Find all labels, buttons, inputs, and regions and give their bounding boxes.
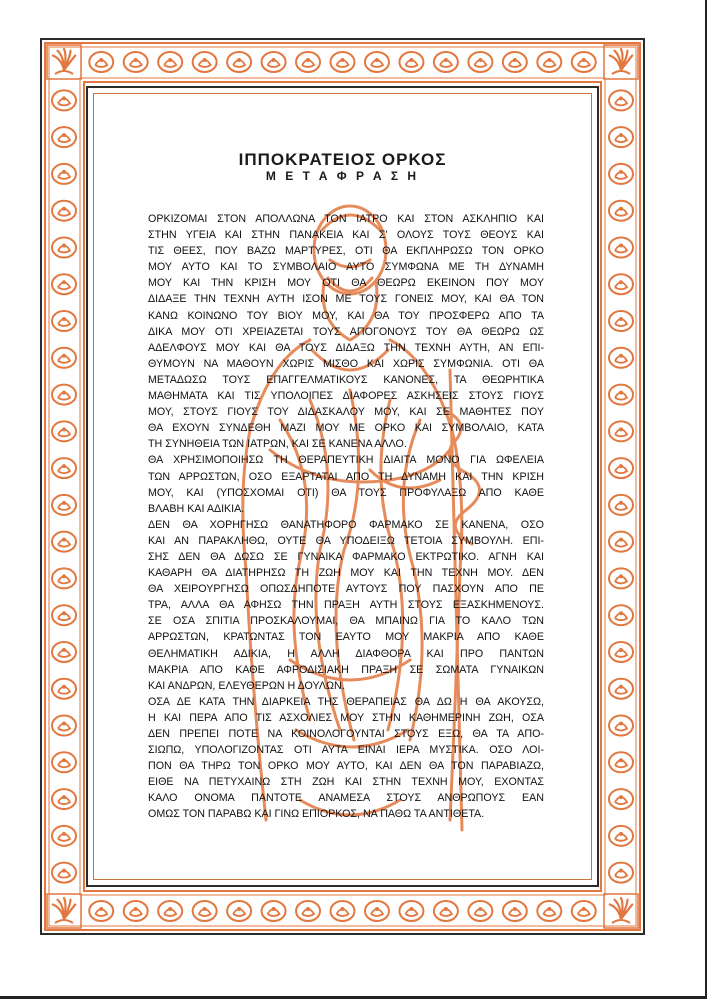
oath-line: ΕΙΘΕ ΝΑ ΠΕΤΥΧΑΙΝΩ ΣΤΗ ΖΩΗ ΚΑΙ ΣΤΗΝ ΤΕΧΝΗ ΜΟΥ, ΕΧΟΝΤΑΣ — [148, 776, 544, 789]
ornament-roundel — [227, 901, 251, 921]
oath-line: ΑΡΡΩΣΤΩΝ, ΚΡΑΤΩΝΤΑΣ ΤΟΝ ΕΑΥΤΟ ΜΟΥ ΜΑΚΡΙΑ ΑΠΟ ΚΑΘΕ — [148, 631, 544, 644]
page-title: ΙΠΠΟΚΡΑΤΕΙΟΣ ΟΡΚΟΣ — [238, 150, 447, 169]
page-subtitle: Μ Ε Τ Α Φ Ρ Α Σ Η — [265, 169, 420, 183]
ornament-roundel — [609, 716, 633, 736]
ornament-roundel — [124, 901, 148, 921]
ornament-roundel — [52, 127, 76, 147]
ornament-roundel — [52, 201, 76, 221]
ornament-roundel — [331, 901, 355, 921]
ornament-roundel — [52, 495, 76, 515]
ornament-roundel — [609, 385, 633, 405]
ornament-roundel — [52, 568, 76, 588]
oath-line: ΔΙΚΑ ΜΟΥ ΟΤΙ ΧΡΕΙΑΖΕΤΑΙ ΤΟΥΣ ΑΠΟΓΟΝΟΥΣ ΤΟΥ ΘΑ ΘΕΩΡΩ ΩΣ — [148, 325, 544, 338]
ornament-roundel — [124, 52, 148, 72]
ornament-roundel — [193, 901, 217, 921]
oath-line: ΤΡΑ, ΑΛΛΑ ΘΑ ΑΦΗΣΩ ΤΗΝ ΠΡΑΞΗ ΑΥΤΗ ΣΤΟΥΣ ΕΞΑΣΚΗΜΕΝΟΥΣ. — [148, 599, 544, 612]
oath-line: ΘΑ ΕΧΟΥΝ ΣΥΝΔΕΘΗ ΜΑΖΙ ΜΟΥ ΜΕ ΟΡΚΟ ΚΑΙ ΣΥΜΒΟΛΑΙΟ, ΚΑΤΑ — [148, 422, 544, 435]
ornament-roundel — [52, 826, 76, 846]
oath-line: ΚΑΛΟ ΟΝΟΜΑ ΠΑΝΤΟΤΕ ΑΝΑΜΕΣΑ ΣΤΟΥΣ ΑΝΘΡΩΠΟΥΣ ΕΑΝ — [148, 792, 544, 805]
ornament-roundel — [503, 52, 527, 72]
ornament-roundel — [262, 52, 286, 72]
ornament-roundel — [52, 164, 76, 184]
oath-line: ΜΕΤΑΔΩΣΩ ΤΟΥΣ ΕΠΑΓΓΕΛΜΑΤΙΚΟΥΣ ΚΑΝΟΝΕΣ, ΤΑ ΘΕΩΡΗΤΙΚΑ — [148, 373, 544, 386]
ornament-roundel — [52, 605, 76, 625]
ornament-roundel — [609, 164, 633, 184]
oath-line: Η ΚΑΙ ΠΕΡΑ ΑΠΟ ΤΙΣ ΑΣΧΟΛΙΕΣ ΜΟΥ ΣΤΗΝ ΚΑΘΗΜΕΡΙΝΗ ΖΩΗ, ΟΣΑ — [148, 711, 544, 724]
ornament-roundel — [609, 863, 633, 883]
ornament-roundel — [296, 52, 320, 72]
oath-line: ΔΙΔΑΞΕ ΤΗΝ ΤΕΧΝΗ ΑΥΤΗ ΙΣΟΝ ΜΕ ΤΟΥΣ ΓΟΝΕΙΣ ΜΟΥ, ΚΑΙ ΘΑ ΤΟΝ — [148, 293, 544, 306]
ornament-roundel — [399, 52, 423, 72]
oath-line: ΜΑΚΡΙΑ ΑΠΟ ΚΑΘΕ ΑΦΡΟΔΙΣΙΑΚΗ ΠΡΑΞΗ ΣΕ ΣΩΜΑΤΑ ΓΥΝΑΙΚΩΝ — [148, 663, 544, 676]
oath-line: ΣΗΣ ΔΕΝ ΘΑ ΔΩΣΩ ΣΕ ΓΥΝΑΙΚΑ ΦΑΡΜΑΚΟ ΕΚΤΡΩΤΙΚΟ. ΑΓΝΗ ΚΑΙ — [148, 550, 544, 563]
oath-line: ΜΟΥ ΚΑΙ ΤΗΝ ΚΡΙΣΗ ΜΟΥ ΟΤΙ ΘΑ ΘΕΩΡΩ ΕΚΕΙΝΟΝ ΠΟΥ ΜΟΥ — [148, 277, 544, 290]
oath-line: ΣΙΩΠΩ, ΥΠΟΛΟΓΙΖΟΝΤΑΣ ΟΤΙ ΑΥΤΑ ΕΙΝΑΙ ΙΕΡΑ ΜΥΣΤΙΚΑ. ΟΣΟ ΛΟΙ- — [148, 744, 544, 757]
ornament-roundel — [89, 52, 113, 72]
ornament-roundel — [158, 901, 182, 921]
palmette-icon — [604, 45, 638, 79]
ornament-roundel — [609, 90, 633, 110]
oath-line: ΚΑΘΑΡΗ ΘΑ ΔΙΑΤΗΡΗΣΩ ΤΗ ΖΩΗ ΜΟΥ ΚΑΙ ΤΗΝ ΤΕΧΝΗ ΜΟΥ. ΔΕΝ — [148, 567, 544, 580]
oath-line: ΜΟΥ ΑΥΤΟ ΚΑΙ ΤΟ ΣΥΜΒΟΛΑΙΟ ΑΥΤΟ ΣΥΜΦΩΝΑ ΜΕ ΤΗ ΔΥΝΑΜΗ — [148, 261, 544, 274]
ornament-roundel — [331, 52, 355, 72]
ornament-roundel — [434, 901, 458, 921]
oath-line: ΜΟΥ, ΚΑΙ (ΥΠΟΣΧΟΜΑΙ ΟΤΙ) ΘΑ ΤΟΥΣ ΠΡΟΦΥΛΑΞΩ ΑΠΟ ΚΑΘΕ — [148, 486, 544, 499]
ornament-roundel — [537, 901, 561, 921]
ornament-roundel — [52, 716, 76, 736]
oath-line: ΚΑΝΩ ΚΟΙΝΩΝΟ ΤΟΥ ΒΙΟΥ ΜΟΥ, ΚΑΙ ΘΑ ΤΟΥ ΠΡΟΣΦΕΡΩ ΑΠΟ ΤΑ — [148, 309, 544, 322]
oath-text — [148, 211, 544, 823]
oath-line: ΠΟΝ ΘΑ ΤΗΡΩ ΤΟΝ ΟΡΚΟ ΜΟΥ ΑΥΤΟ, ΚΑΙ ΔΕΝ ΘΑ ΤΟΝ ΠΑΡΑΒΙΑΖΩ, — [148, 760, 544, 773]
ornament-roundel — [193, 52, 217, 72]
ornament-roundel — [609, 127, 633, 147]
ornament-roundel — [399, 901, 423, 921]
ornament-roundel — [572, 901, 596, 921]
oath-line: ΘΑ ΧΕΙΡΟΥΡΓΗΣΩ ΟΠΩΣΔΗΠΟΤΕ ΑΥΤΟΥΣ ΠΟΥ ΠΑΣΧΟΥΝ ΑΠΟ ΠΕ — [148, 583, 544, 596]
oath-line: ΟΣΑ ΔΕ ΚΑΤΑ ΤΗΝ ΔΙΑΡΚΕΙΑ ΤΗΣ ΘΕΡΑΠΕΙΑΣ ΘΑ ΔΩ Η ΘΑ ΑΚΟΥΣΩ, — [148, 695, 544, 708]
ornament-roundel — [609, 605, 633, 625]
oath-line: ΔΕΝ ΠΡΕΠΕΙ ΠΟΤΕ ΝΑ ΚΟΙΝΟΛΟΓΟΥΝΤΑΙ ΣΤΟΥΣ ΕΞΩ, ΘΑ ΤΑ ΑΠΟ- — [148, 728, 544, 740]
ornament-roundel — [609, 826, 633, 846]
ornament-roundel — [365, 901, 389, 921]
ornament-roundel — [572, 52, 596, 72]
oath-line: ΜΟΥ, ΣΤΟΥΣ ΓΙΟΥΣ ΤΟΥ ΔΙΔΑΣΚΑΛΟΥ ΜΟΥ, ΚΑΙ ΣΕ ΜΑΘΗΤΕΣ ΠΟΥ — [148, 406, 544, 419]
ornament-roundel — [609, 679, 633, 699]
ornament-roundel — [296, 901, 320, 921]
ornament-roundel — [52, 863, 76, 883]
ornament-roundel — [434, 52, 458, 72]
oath-line: ΒΛΑΒΗ ΚΑΙ ΑΔΙΚΙΑ. — [148, 502, 245, 515]
ornament-roundel — [52, 421, 76, 441]
oath-line: ΣΤΗΝ ΥΓΕΙΑ ΚΑΙ ΣΤΗΝ ΠΑΝΑΚΕΙΑ ΚΑΙ Σ' ΟΛΟΥΣ ΤΟΥΣ ΘΕΟΥΣ ΚΑΙ — [148, 229, 544, 242]
ornament-roundel — [52, 642, 76, 662]
ornament-roundel — [158, 52, 182, 72]
ornament-roundel — [52, 679, 76, 699]
ornament-roundel — [52, 385, 76, 405]
ornament-roundel — [52, 311, 76, 331]
oath-line: ΘΥΜΟΥΝ ΝΑ ΜΑΘΟΥΝ ΧΩΡΙΣ ΜΙΣΘΟ ΚΑΙ ΧΩΡΙΣ ΣΥΜΦΩΝΙΑ. ΟΤΙ ΘΑ — [148, 357, 544, 370]
ornament-roundel — [227, 52, 251, 72]
oath-line: ΟΡΚΙΖΟΜΑΙ ΣΤΟΝ ΑΠΟΛΛΩΝΑ ΤΟΝ ΙΑΤΡΟ ΚΑΙ ΣΤΟΝ ΑΣΚΛΗΠΙΟ ΚΑΙ — [148, 213, 544, 225]
oath-line: ΚΑΙ ΑΝΔΡΩΝ, ΕΛΕΥΘΕΡΩΝ Η ΔΟΥΛΩΝ. — [148, 679, 345, 692]
oath-line: ΘΕΛΗΜΑΤΙΚΗ ΑΔΙΚΙΑ, Η ΑΛΛΗ ΔΙΑΦΘΟΡΑ ΚΑΙ ΠΡΟ ΠΑΝΤΩΝ — [148, 647, 544, 660]
oath-line: ΤΙΣ ΘΕΕΣ, ΠΟΥ ΒΑΖΩ ΜΑΡΤΥΡΕΣ, ΟΤΙ ΘΑ ΕΚΠΛΗΡΩΣΩ ΤΟΝ ΟΡΚΟ — [148, 245, 544, 258]
oath-line: ΜΑΘΗΜΑΤΑ ΚΑΙ ΤΙΣ ΥΠΟΛΟΙΠΕΣ ΔΙΑΦΟΡΕΣ ΑΣΚΗΣΕΙΣ ΣΤΟΥΣ ΓΙΟΥΣ — [148, 390, 544, 403]
oath-line: ΚΑΙ ΑΝ ΠΑΡΑΚΛΗΘΩ, ΟΥΤΕ ΘΑ ΥΠΟΔΕΙΞΩ ΤΕΤΟΙΑ ΣΥΜΒΟΥΛΗ. ΕΠΙ- — [148, 534, 544, 547]
ornament-roundel — [609, 752, 633, 772]
ornament-roundel — [609, 458, 633, 478]
oath-line: ΣΕ ΟΣΑ ΣΠΙΤΙΑ ΠΡΟΣΚΑΛΟΥΜΑΙ, ΘΑ ΜΠΑΙΝΩ ΓΙΑ ΤΟ ΚΑΛΟ ΤΩΝ — [148, 615, 544, 628]
ornament-roundel — [365, 52, 389, 72]
ornament-roundel — [609, 201, 633, 221]
palmette-icon — [604, 894, 638, 928]
ornament-roundel — [609, 568, 633, 588]
ornament-roundel — [89, 901, 113, 921]
palmette-icon — [47, 45, 81, 79]
ornament-roundel — [537, 52, 561, 72]
ornament-roundel — [468, 901, 492, 921]
ornament-roundel — [52, 237, 76, 257]
ornament-roundel — [609, 421, 633, 441]
ornament-roundel — [609, 348, 633, 368]
ornament-roundel — [52, 752, 76, 772]
oath-line: ΤΩΝ ΑΡΡΩΣΤΩΝ, ΟΣΟ ΕΞΑΡΤΑΤΑΙ ΑΠΟ ΤΗ ΔΥΝΑΜΗ ΚΑΙ ΤΗΝ ΚΡΙΣΗ — [148, 470, 544, 483]
ornament-roundel — [609, 789, 633, 809]
ornament-roundel — [609, 642, 633, 662]
ornament-roundel — [52, 532, 76, 552]
ornament-roundel — [52, 789, 76, 809]
ornament-roundel — [609, 495, 633, 515]
ornament-roundel — [52, 348, 76, 368]
ornament-roundel — [609, 237, 633, 257]
oath-line: ΔΕΝ ΘΑ ΧΟΡΗΓΗΣΩ ΘΑΝΑΤΗΦΟΡΟ ΦΑΡΜΑΚΟ ΣΕ ΚΑΝΕΝΑ, ΟΣΟ — [148, 518, 544, 531]
oath-line: ΘΑ ΧΡΗΣΙΜΟΠΟΙΗΣΩ ΤΗ ΘΕΡΑΠΕΥΤΙΚΗ ΔΙΑΙΤΑ ΜΟΝΟ ΓΙΑ ΩΦΕΛΕΙΑ — [148, 454, 544, 467]
ornament-roundel — [468, 52, 492, 72]
ornament-roundel — [609, 532, 633, 552]
ornament-roundel — [52, 274, 76, 294]
oath-line: ΤΗ ΣΥΝΗΘΕΙΑ ΤΩΝ ΙΑΤΡΩΝ, ΚΑΙ ΣΕ ΚΑΝΕΝΑ ΑΛΛΟ. — [148, 438, 407, 451]
oath-line: ΑΔΕΛΦΟΥΣ ΜΟΥ ΚΑΙ ΘΑ ΤΟΥΣ ΔΙΔΑΞΩ ΤΗΝ ΤΕΧΝΗ ΑΥΤΗ, ΑΝ ΕΠΙ- — [148, 341, 544, 354]
ornament-roundel — [503, 901, 527, 921]
ornament-roundel — [609, 311, 633, 331]
palmette-icon — [47, 894, 81, 928]
ornament-roundel — [262, 901, 286, 921]
oath-line: ΟΜΩΣ ΤΟΝ ΠΑΡΑΒΩ ΚΑΙ ΓΙΝΩ ΕΠΙΟΡΚΟΣ, ΝΑ ΠΑΘΩ ΤΑ ΑΝΤΙΘΕΤΑ. — [148, 808, 485, 821]
ornament-roundel — [609, 274, 633, 294]
ornament-roundel — [52, 90, 76, 110]
ornament-roundel — [52, 458, 76, 478]
